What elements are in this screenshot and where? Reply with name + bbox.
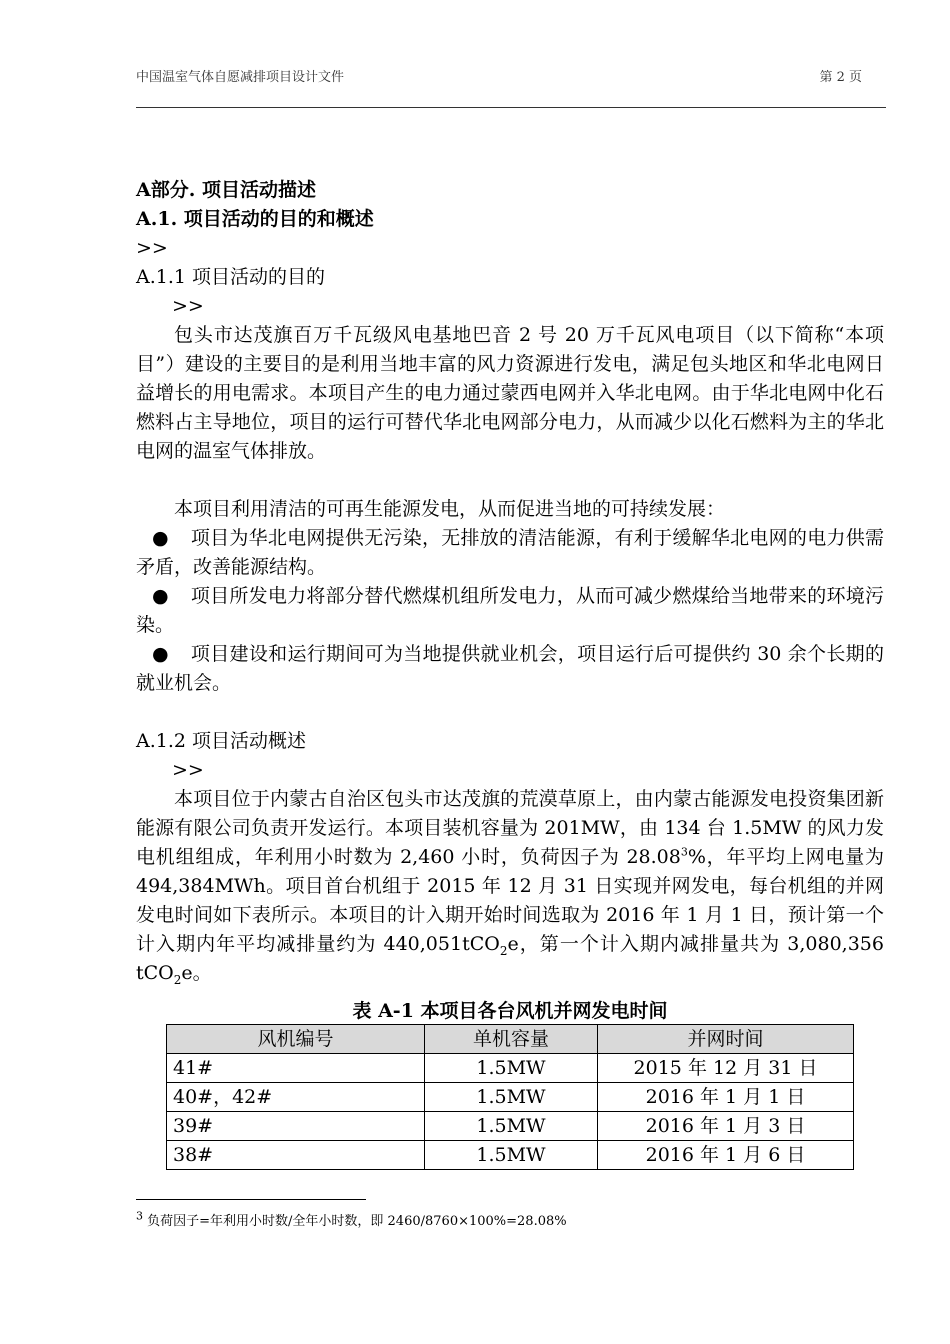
column-header: 风机编号 xyxy=(167,1025,425,1054)
table-cell: 1.5MW xyxy=(425,1054,598,1083)
table-cell: 38# xyxy=(167,1141,425,1170)
table-cell: 1.5MW xyxy=(425,1112,598,1141)
table-cell: 1.5MW xyxy=(425,1083,598,1112)
section-a12-title: A.1.2 项目活动概述 xyxy=(136,730,307,752)
table-header-row xyxy=(167,1025,854,1054)
document-body xyxy=(136,176,884,1170)
list-item xyxy=(136,524,884,582)
table-title: 表 A-1 本项目各台风机并网发电时间 xyxy=(352,1000,668,1022)
footnote-ref: 3 xyxy=(680,845,688,859)
table-row xyxy=(167,1083,854,1112)
header-divider xyxy=(136,107,886,108)
footnote-text: 负荷因子=年利用小时数/全年小时数，即 2460/8760×100%=28.08% xyxy=(143,1214,567,1229)
overview-paragraph xyxy=(136,785,884,988)
bullet-text: 项目所发电力将部分替代燃煤机组所发电力，从而可减少燃煤给当地带来的环境污染。 xyxy=(136,585,884,636)
section-a11-title: A.1.1 项目活动的目的 xyxy=(136,266,326,288)
footnote-divider xyxy=(136,1199,366,1200)
bullet-text: 项目建设和运行期间可为当地提供就业机会，项目运行后可提供约 30 余个长期的就业机会。 xyxy=(136,643,884,694)
page-number: 第 2 页 xyxy=(819,70,862,85)
column-header: 并网时间 xyxy=(598,1025,854,1054)
table-cell: 39# xyxy=(167,1112,425,1141)
table-row xyxy=(167,1141,854,1170)
column-header: 单机容量 xyxy=(425,1025,598,1054)
overview-text-4: e。 xyxy=(181,962,212,984)
section-a1-title: A.1. 项目活动的目的和概述 xyxy=(136,208,374,230)
table-cell: 2016 年 1 月 1 日 xyxy=(598,1083,854,1112)
section-a1-marker: >> xyxy=(136,237,168,259)
section-a12-marker: >> xyxy=(172,759,204,781)
bullet-icon: ● xyxy=(152,527,169,549)
footnote xyxy=(136,1210,567,1229)
table-cell: 2015 年 12 月 31 日 xyxy=(598,1054,854,1083)
table-cell: 2016 年 1 月 3 日 xyxy=(598,1112,854,1141)
benefit-list xyxy=(136,524,884,698)
sustainability-intro: 本项目利用清洁的可再生能源发电，从而促进当地的可持续发展： xyxy=(174,498,726,520)
table-cell: 2016 年 1 月 6 日 xyxy=(598,1141,854,1170)
table-row xyxy=(167,1112,854,1141)
bullet-icon: ● xyxy=(152,585,169,607)
grid-connection-table xyxy=(166,1024,854,1170)
list-item xyxy=(136,582,884,640)
table-row xyxy=(167,1054,854,1083)
footnote-mark: 3 xyxy=(136,1209,143,1223)
section-a11-marker: >> xyxy=(172,295,204,317)
subscript-2: 2 xyxy=(173,972,182,987)
bullet-text: 项目为华北电网提供无污染，无排放的清洁能源，有利于缓解华北电网的电力供需矛盾，改善能源结构。 xyxy=(136,527,884,578)
purpose-paragraph: 包头市达茂旗百万千瓦级风电基地巴音 2 号 20 万千瓦风电项目（以下简称“本项目”）建设的主要目的是利用当地丰富的风力资源进行发电，满足包头地区和华北电网日益增长的用电需求。本项目产生的电力通过蒙西电网并入华北电网。由于华北电网中化石燃料占主导地位，项目的运行可替代华北电网部分电力，从而减少以化石燃料为主的华北电网的温室气体排放。 xyxy=(136,324,884,462)
list-item xyxy=(136,640,884,698)
table-cell: 40#，42# xyxy=(167,1083,425,1112)
overview-text-3: e，第一个计入期内减排量共为 3,080,356 tCO xyxy=(136,933,884,984)
bullet-icon: ● xyxy=(152,643,169,665)
subscript-2: 2 xyxy=(499,943,508,958)
table-cell: 41# xyxy=(167,1054,425,1083)
overview-text-1: 本项目位于内蒙古自治区包头市达茂旗的荒漠草原上，由内蒙古能源发电投资集团新能源有限公司负责开发运行。本项目装机容量为 201MW，由 134 台 1.5MW 的风力发电机组组成，年利用小时数为 2,460 小时，负荷因子为 28.08 xyxy=(136,788,884,868)
document-title: 中国温室气体自愿减排项目设计文件 xyxy=(136,70,345,85)
part-a-title: A部分. 项目活动描述 xyxy=(136,179,316,201)
overview-text-2: %，年平均上网电量为 494,384MWh。项目首台机组于 2015 年 12 月 31 日实现并网发电，每台机组的并网发电时间如下表所示。本项目的计入期开始时间选取为 2016 年 1 月 1 日，预计第一个计入期内年平均减排量约为 440,051tCO xyxy=(136,846,884,955)
table-cell: 1.5MW xyxy=(425,1141,598,1170)
